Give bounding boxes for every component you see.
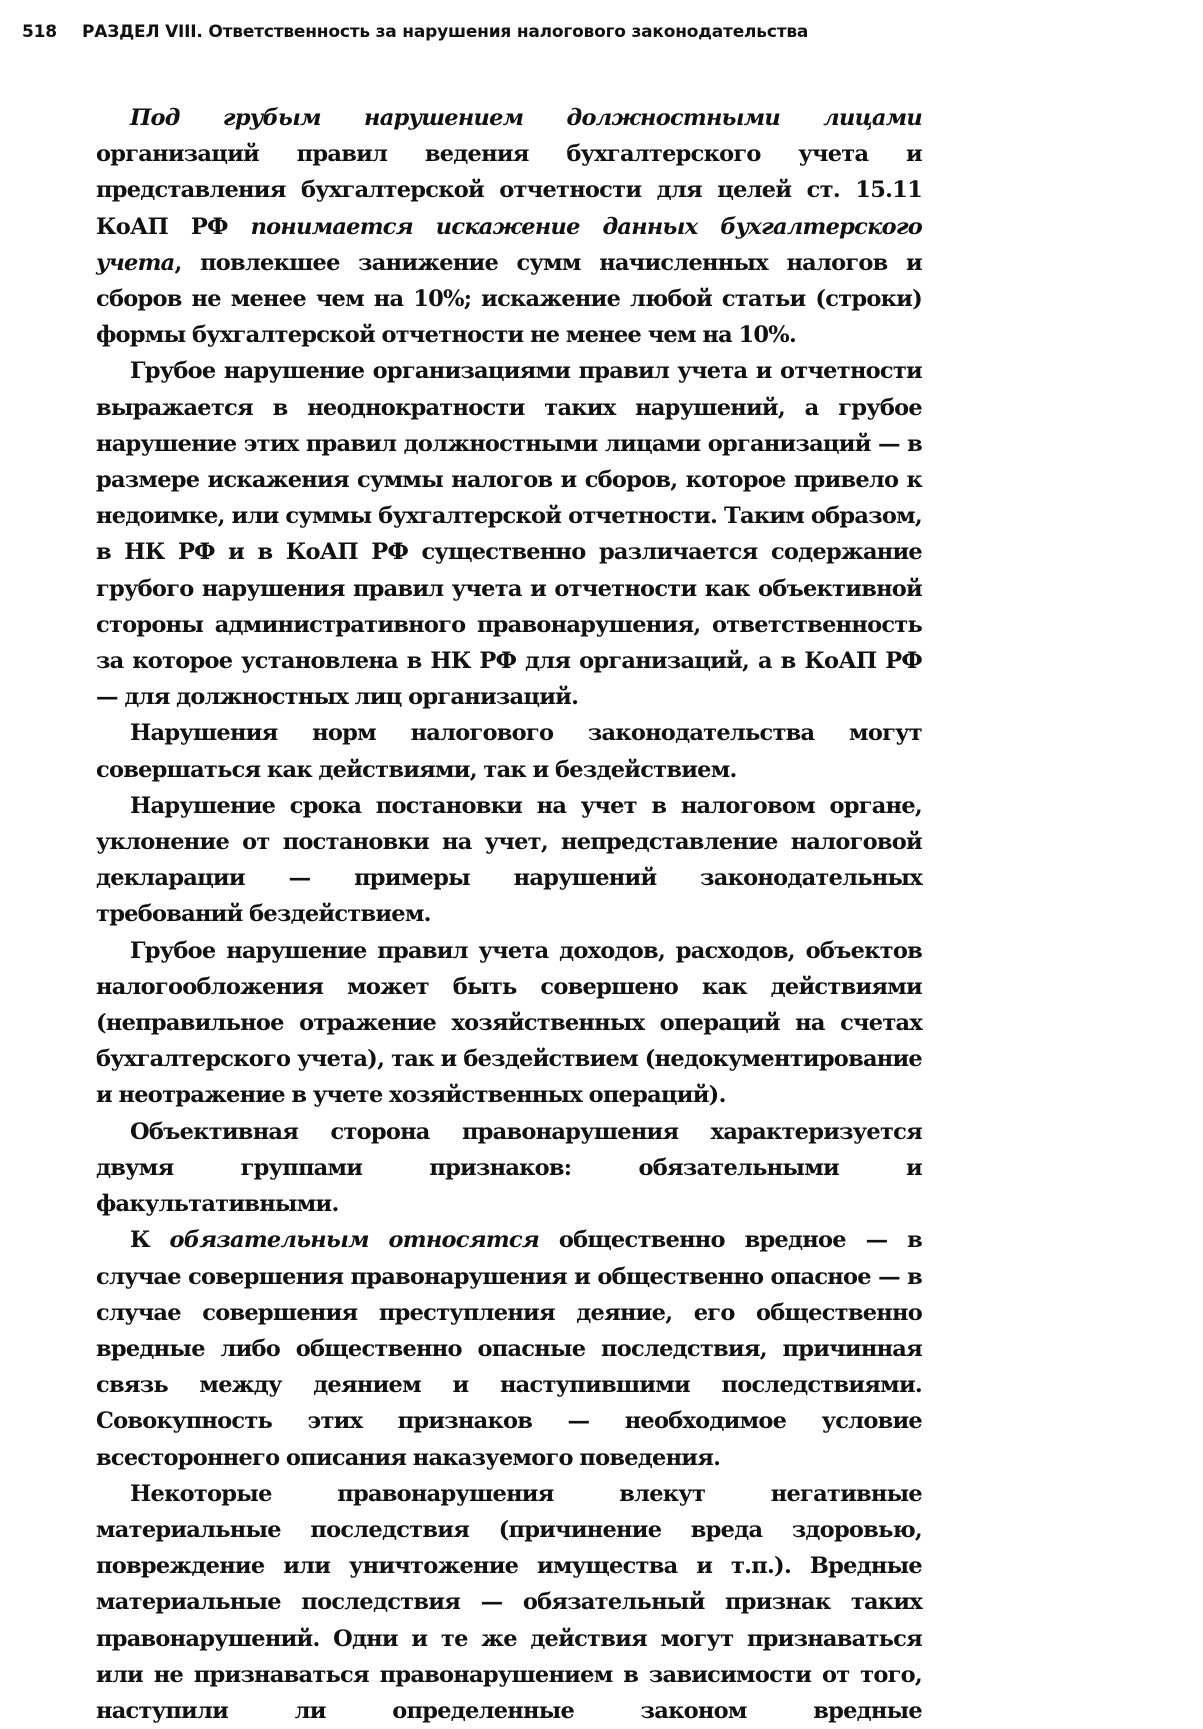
- text-span: К: [130, 1227, 170, 1254]
- italic-term: обязательным относятся: [169, 1227, 540, 1254]
- text-span: Объективная сторона правонарушения характеризуется двумя группами признаков: обязательными и факультативными.: [96, 1118, 922, 1218]
- paragraph-objective-side: [96, 1114, 922, 1223]
- paragraph-accounting-violation: [96, 933, 922, 1114]
- running-head: [22, 20, 1122, 44]
- page-number: 518: [22, 22, 57, 42]
- italic-term: Под грубым нарушением должностными лицами: [130, 105, 922, 131]
- text-span: Грубое нарушение организациями правил учета и отчетности выражается в неоднократности таких нарушений, а грубое нарушение этих правил должностными лицами организаций — в размере искажения суммы налогов и сборов, которое привело к недоимке, или суммы бухгалтерской отчетности. Таким образом, в НК РФ и в КоАП РФ существенно различается содержание грубого нарушения правил учета и отчетности как объективной стороны административного правонарушения, ответственность за которое установлена в НК РФ для организаций, а в КоАП РФ — для должностных лиц организаций.: [96, 358, 922, 711]
- body-text: [96, 100, 922, 1729]
- paragraph-material-consequences: [96, 1476, 922, 1729]
- paragraph-actions-inaction: [96, 715, 922, 787]
- text-span: Нарушения норм налогового законодательства могут совершаться как действиями, так и бездействием.: [96, 720, 922, 783]
- section-title: РАЗДЕЛ VIII. Ответственность за нарушения налогового законодательства: [82, 22, 809, 42]
- paragraph-gross-violation-officials: [96, 100, 922, 353]
- text-span: Грубое нарушение правил учета доходов, расходов, объектов налогообложения может быть совершено как действиями (неправильное отражение хозяйственных операций на счетах бухгалтерского учета), так и бездействием (недокументирование и неотражение в учете хозяйственных операций).: [96, 937, 922, 1109]
- text-span: Нарушение срока постановки на учет в налоговом органе, уклонение от постановки на учет, непредставление налоговой декларации — примеры нарушений законодательных требований бездействием.: [96, 792, 922, 928]
- paragraph-gross-violation-organizations: [96, 353, 922, 715]
- paragraph-inaction-examples: [96, 788, 922, 933]
- text-span: Некоторые правонарушения влекут негативные материальные последствия (причинение вреда здоровью, повреждение или уничтожение имущества и т.п.). Вредные материальные последствия — обязательный признак таких правонарушений. Одни и те же действия могут признаваться или не признаваться правонарушением в зависимости от того, наступили ли определенные законом вредные: [96, 1480, 922, 1724]
- paragraph-mandatory-features: [96, 1222, 922, 1475]
- italic-term: понимается искажение данных бухгалтерского учета: [96, 213, 923, 276]
- text-span: общественно вредное — в случае совершения правонарушения и общественно опасное — в случае совершения преступления деяние, его общественно вредные либо общественно опасные последствия, причинная связь между деянием и наступившими последствиями. Совокупность этих признаков — необходимое условие всестороннего описания наказуемого поведения.: [96, 1227, 922, 1471]
- text-span: организаций правил ведения бухгалтерского учета и представления бухгалтерской отчетности для целей ст. 15.11 КоАП РФ: [96, 141, 922, 240]
- text-span: , повлекшее занижение сумм начисленных налогов и сборов не менее чем на 10%; искажение любой статьи (строки) формы бухгалтерской отчетности не менее чем на 10%.: [96, 249, 922, 349]
